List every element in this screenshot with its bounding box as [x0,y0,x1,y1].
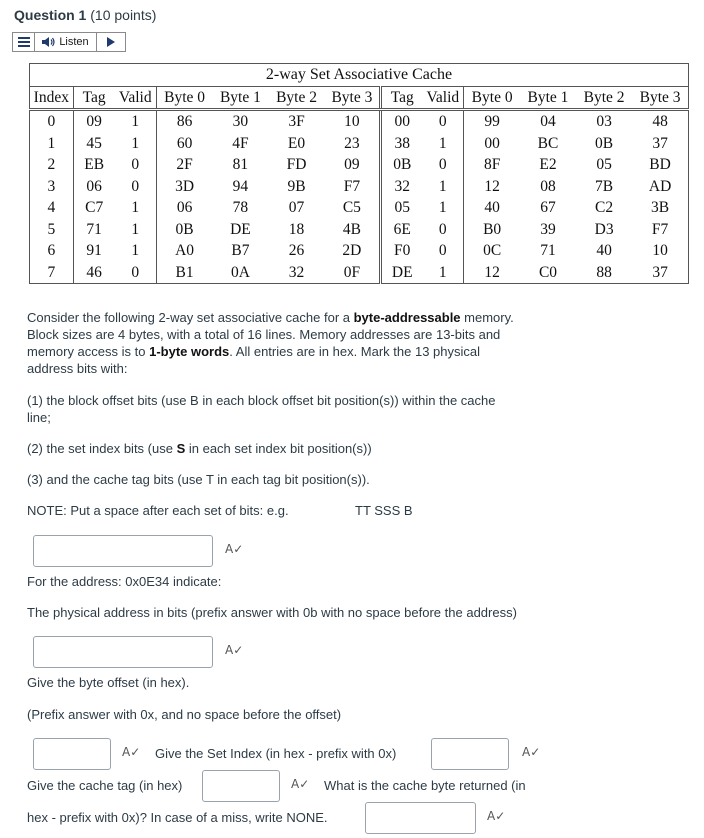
table-cell: 06 [86,177,102,195]
text-bold: 1-byte words [149,344,230,359]
byte-returned-prompt-cont: hex - prefix with 0x)? In case of a miss, write NONE. [27,810,328,825]
table-cell: 38 [381,133,423,155]
address-intro: For the address: 0x0E34 indicate: [27,574,222,589]
table-cell: E0 [287,134,306,152]
table-cell: 71 [540,242,556,259]
col-header-byte1-2: Byte 1 [520,86,576,110]
text: . All entries are in hex. Mark the 13 physical [229,344,481,359]
spellcheck-icon[interactable]: A✓ [225,643,244,657]
spellcheck-icon[interactable]: A✓ [291,777,310,791]
table-cell: 12 [464,262,520,284]
question-number: Question 1 [14,7,87,23]
menu-button[interactable] [13,33,35,51]
table-cell: 0 [438,156,447,173]
table-row [30,154,689,176]
question-points: (10 points) [90,7,157,23]
table-cell: 86 [156,110,212,133]
table-cell: 0 [438,220,447,238]
cache-table-title: 2-way Set Associative Cache [30,64,689,87]
table-cell: C7 [85,199,104,216]
text: in each set index bit position(s)) [185,441,372,456]
table-cell: F7 [343,177,361,195]
table-cell: F0 [381,240,423,262]
table-cell: D3 [594,220,614,238]
spellcheck-icon[interactable]: A✓ [122,745,141,759]
table-cell: 05 [381,197,423,219]
col-header-byte1: Byte 1 [212,86,268,110]
listen-toolbar [12,32,126,52]
table-row [30,197,689,219]
table-cell: 4 [30,197,74,219]
table-cell: 3D [156,176,212,198]
table-cell: 09 [344,156,360,173]
byte-returned-prompt: What is the cache byte returned (in [324,778,526,793]
table-cell: 60 [156,133,212,155]
byte-offset-prompt: Give the byte offset (in hex). [27,675,190,690]
cache-tag-prompt: Give the cache tag (in hex) [27,778,183,793]
text: line; [27,410,51,425]
table-cell: 4B [342,220,361,238]
table-cell: 94 [232,177,249,195]
table-cell: A0 [156,240,212,262]
bit-mapping-input[interactable] [33,535,213,567]
table-row [30,176,689,198]
set-index-input[interactable] [431,738,509,770]
listen-button[interactable] [35,33,97,51]
table-cell: E2 [539,156,557,173]
table-cell: C0 [520,262,576,284]
table-cell: 1 [131,199,140,216]
table-cell: 71 [86,220,102,238]
table-cell: 04 [540,113,556,130]
byte-offset-hint: (Prefix answer with 0x, and no space before the offset) [27,707,342,722]
table-cell: 40 [464,197,520,219]
table-cell: 88 [576,262,632,284]
table-cell: 7B [595,177,614,195]
table-row [30,110,689,133]
table-cell: 0 [115,262,157,284]
note-example: TT SSS B [355,503,413,518]
table-cell: 1 [131,113,140,130]
instruction-block-offset [27,392,495,426]
col-header-tag: Tag [73,86,115,110]
table-cell: 0B [156,219,212,241]
spellcheck-icon[interactable]: A✓ [225,542,244,556]
description-paragraph [27,309,514,377]
speaker-icon [42,37,56,47]
table-row [30,133,689,155]
table-cell: 3 [30,176,74,198]
table-cell: 3B [632,197,688,219]
table-cell: 0 [131,156,140,173]
text-bold: S [176,441,186,456]
table-cell: 6 [30,240,74,262]
table-cell: 1 [30,133,74,155]
table-cell: 40 [596,242,612,259]
byte-offset-input[interactable] [33,738,111,770]
table-cell: 1 [131,134,140,152]
table-cell: BD [632,154,688,176]
spellcheck-icon[interactable]: A✓ [522,745,541,759]
table-cell: 08 [540,177,556,195]
cache-tag-input[interactable] [202,770,280,802]
table-cell: 1 [131,220,140,238]
table-cell: FD [286,156,307,173]
table-cell: 10 [344,113,360,130]
table-row [30,240,689,262]
table-cell: B1 [156,262,212,284]
table-cell: 0 [30,110,74,133]
text: memory. [460,310,514,325]
table-cell: 1 [438,177,447,195]
text: (1) the block offset bits (use B in each block offset bit position(s)) within the cache [27,393,496,408]
table-cell: 06 [156,197,212,219]
table-cell: 8F [464,154,520,176]
spellcheck-icon[interactable]: A✓ [487,809,506,823]
play-icon [107,37,115,47]
text: (2) the set index bits (use [27,441,177,456]
byte-returned-input[interactable] [365,802,476,834]
table-cell: 10 [632,240,688,262]
text: Consider the following 2-way set associative cache for a [27,310,354,325]
play-button[interactable] [97,33,125,51]
table-cell: 6E [381,219,423,241]
physical-address-input[interactable] [33,636,213,668]
table-cell: 4F [232,134,249,152]
table-cell: DE [381,262,423,284]
col-header-byte0-2: Byte 0 [464,86,520,110]
table-cell: B7 [231,242,250,259]
table-cell: 45 [86,134,102,152]
table-cell: AD [632,176,688,198]
table-cell: 00 [464,133,520,155]
table-cell: 23 [344,134,360,152]
table-cell: 37 [632,133,688,155]
table-cell: 30 [232,113,249,130]
table-cell: C2 [595,199,614,216]
listen-label: Listen [59,36,89,48]
table-cell: C5 [342,199,361,216]
table-cell: 91 [86,242,102,259]
table-cell: 03 [596,113,612,130]
table-cell: 0A [212,262,268,284]
table-cell: 18 [288,220,305,238]
table-cell: 12 [464,176,520,198]
table-cell: 37 [632,262,688,284]
table-cell: 00 [381,110,423,133]
table-cell: 0B [381,154,423,176]
col-header-index: Index [30,86,74,110]
physical-address-prompt: The physical address in bits (prefix answer with 0b with no space before the address) [27,605,517,620]
table-cell: 07 [288,199,305,216]
question-title [14,7,156,23]
table-cell: F7 [632,219,688,241]
table-cell: 46 [73,262,115,284]
table-cell: 0B [595,134,614,152]
table-cell: 32 [268,262,324,284]
table-cell: 5 [30,219,74,241]
col-header-byte3: Byte 3 [325,86,381,110]
table-cell: 1 [438,199,447,216]
table-cell: 9B [287,177,306,195]
text: Block sizes are 4 bytes, with a total of 16 lines. Memory addresses are 13-bits and [27,327,501,342]
table-cell: 0F [325,262,381,284]
table-cell: EB [84,156,105,173]
table-cell: 26 [288,242,305,259]
text: memory access is to [27,344,150,359]
table-cell: BC [537,134,559,152]
table-row [30,262,689,284]
cache-table [29,63,689,284]
instruction-set-index [27,440,372,457]
set-index-prompt: Give the Set Index (in hex - prefix with 0x) [155,746,397,761]
col-header-byte2-2: Byte 2 [576,86,632,110]
table-cell: 78 [232,199,249,216]
table-cell: 0 [131,177,140,195]
table-cell: 81 [232,156,249,173]
menu-icon [18,37,30,47]
table-cell: 0 [438,113,447,130]
table-cell: 3F [288,113,305,130]
table-cell: 1 [422,262,464,284]
table-cell: 2F [156,154,212,176]
col-header-tag-2: Tag [381,86,423,110]
table-cell: 7 [30,262,74,284]
col-header-byte3-2: Byte 3 [632,86,688,110]
table-cell: 48 [632,110,688,133]
table-cell: 67 [540,199,556,216]
col-header-valid-2: Valid [422,86,464,110]
text-bold: byte-addressable [353,310,461,325]
table-cell: 2D [342,242,362,259]
table-cell: 1 [438,134,447,152]
table-cell: DE [230,220,251,238]
col-header-byte0: Byte 0 [156,86,212,110]
table-cell: 0 [438,242,447,259]
table-cell: 1 [131,242,140,259]
table-cell: 05 [596,156,612,173]
table-cell: 32 [381,176,423,198]
table-row [30,219,689,241]
table-cell: 39 [540,220,556,238]
table-cell: 0C [464,240,520,262]
table-cell: 2 [30,154,74,176]
instruction-tag: (3) and the cache tag bits (use T in each tag bit position(s)). [27,472,370,487]
note-text: NOTE: Put a space after each set of bits: e.g. [27,503,289,518]
table-cell: B0 [464,219,520,241]
table-cell: 99 [464,110,520,133]
text: address bits with: [27,361,128,376]
col-header-byte2: Byte 2 [268,86,324,110]
table-cell: 09 [86,113,102,130]
col-header-valid: Valid [115,86,157,110]
